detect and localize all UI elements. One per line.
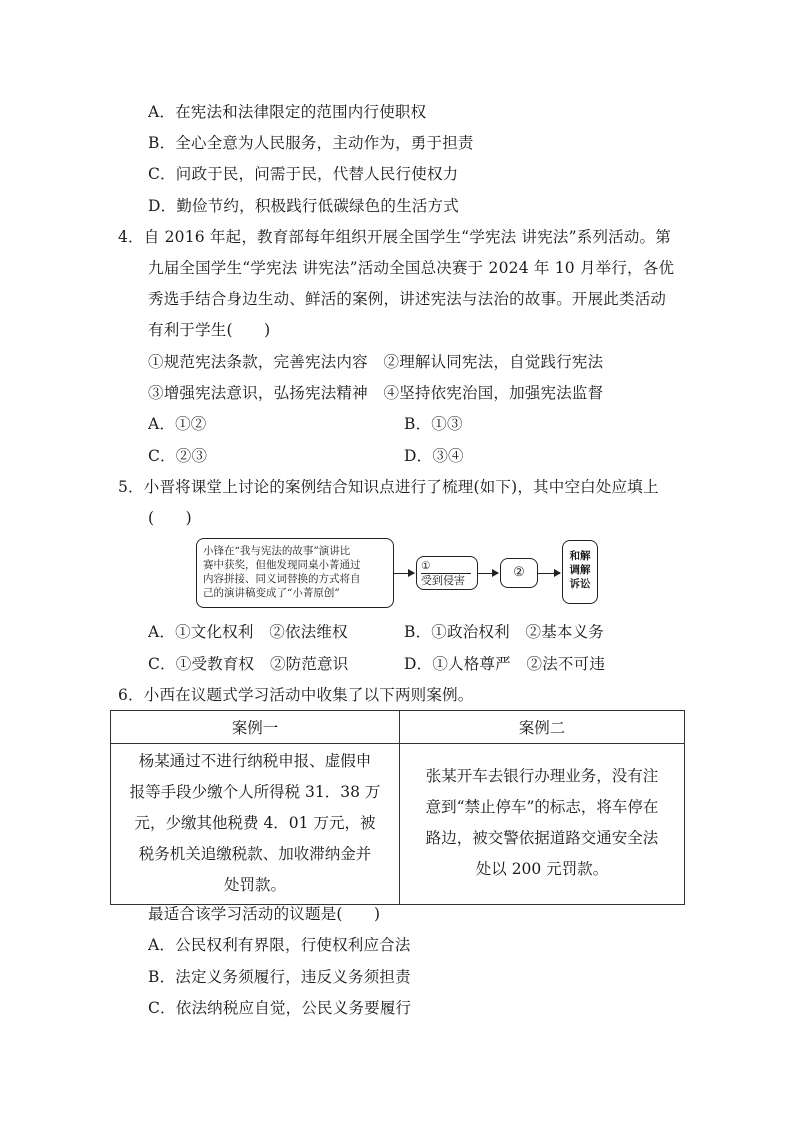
q3-option-d: D．勤俭节约，积极践行低碳绿色的生活方式 [148,197,459,215]
cases-table [110,710,685,905]
table-header: 案例一 [111,711,400,744]
q5-option-a: A．①文化权利 ②依法维权 [148,623,348,641]
q4-stem-line: 4．自 2016 年起，教育部每年组织开展全国学生“学宪法 讲宪法”系列活动。第 [118,228,671,246]
case1-line: 税务机关追缴税款、加收滞纳金并 [138,845,372,863]
q3-option-c: C．问政于民，问需于民，代替人民行使权力 [148,165,459,183]
blank-2: ② [500,558,538,588]
q4-option-c: C．②③ [148,447,208,465]
q4-stem-line: 秀选手结合身边生动、鲜活的案例，讲述宪法与法治的故事。开展此类活动 [148,290,667,308]
q6-option-b: B．法定义务须履行，违反义务须担责 [148,968,411,986]
q4-option-d: D．③④ [404,447,464,465]
case-line: 己的演讲稿变成了“小菁原创” [203,587,340,599]
q4-option-b: B．①③ [404,415,463,433]
q5-stem-line: 5．小晋将课堂上讨论的案例结合知识点进行了梳理(如下)，其中空白处应填上 [118,478,659,496]
rights-box [416,556,478,590]
q4-option-a: A．①② [148,415,207,433]
case-box [196,538,394,608]
q6-question: 最适合该学习活动的议题是( ) [148,905,381,923]
case-line: 赛中获奖，但他发现同桌小菁通过 [203,559,361,571]
q5-stem-line: ( ) [148,509,192,527]
case1-line: 报等手段少缴个人所得税 31．38 万 [129,783,381,801]
case2-line: 张某开车去银行办理业务，没有注 [425,767,659,785]
q4-statement: ①规范宪法条款，完善宪法内容 ②理解认同宪法，自觉践行宪法 [148,353,604,371]
case2-cell [400,744,685,905]
q3-option-b: B．全心全意为人民服务，主动作为，勇于担责 [148,134,474,152]
table-header: 案例二 [400,711,685,744]
case-line: 小锋在“我与宪法的故事”演讲比 [203,545,351,557]
q5-option-b: B．①政治权利 ②基本义务 [404,623,604,641]
q6-option-a: A．公民权利有界限，行使权利应合法 [148,936,411,954]
q3-option-a: A．在宪法和法律限定的范围内行使职权 [148,103,427,121]
remedy: 和解 [569,550,591,562]
q5-flow-diagram [196,538,606,610]
case2-line: 路边，被交警依据道路交通安全法 [425,829,659,847]
q6-option-c: C．依法纳税应自觉，公民义务要履行 [148,999,412,1017]
case2-line: 意到“禁止停车”的标志，将车停在 [425,798,659,816]
blank-1: ① [421,560,471,574]
arrow-right-icon [538,573,560,574]
remedies-box [562,540,598,604]
case1-line: 杨某通过不进行纳税申报、虚假申 [138,752,372,770]
q4-stem-line: 九届全国学生“学宪法 讲宪法”活动全国总决赛于 2024 年 10 月举行，各优 [148,259,675,277]
q5-option-c: C．①受教育权 ②防范意识 [148,655,349,673]
q5-option-d: D．①人格尊严 ②法不可违 [404,655,606,673]
rights-box-label: 受到侵害 [421,574,465,587]
table-header-row [111,711,685,744]
arrow-right-icon [478,573,498,574]
case1-line: 元，少缴其他税费 4．01 万元，被 [134,814,376,832]
arrow-right-icon [394,573,414,574]
case1-cell [111,744,400,905]
q6-stem: 6．小西在议题式学习活动中收集了以下两则案例。 [118,686,474,704]
case2-line: 处以 200 元罚款。 [475,860,609,878]
case1-line: 处罚款。 [223,876,286,894]
remedy: 调解 [569,564,591,576]
case-line: 内容拼接、同义词替换的方式将自 [203,573,361,585]
remedy: 诉讼 [569,578,591,590]
q4-statement: ③增强宪法意识，弘扬宪法精神 ④坚持依宪治国，加强宪法监督 [148,384,604,402]
q4-stem-line: 有利于学生( ) [148,321,271,339]
table-row [111,744,685,905]
